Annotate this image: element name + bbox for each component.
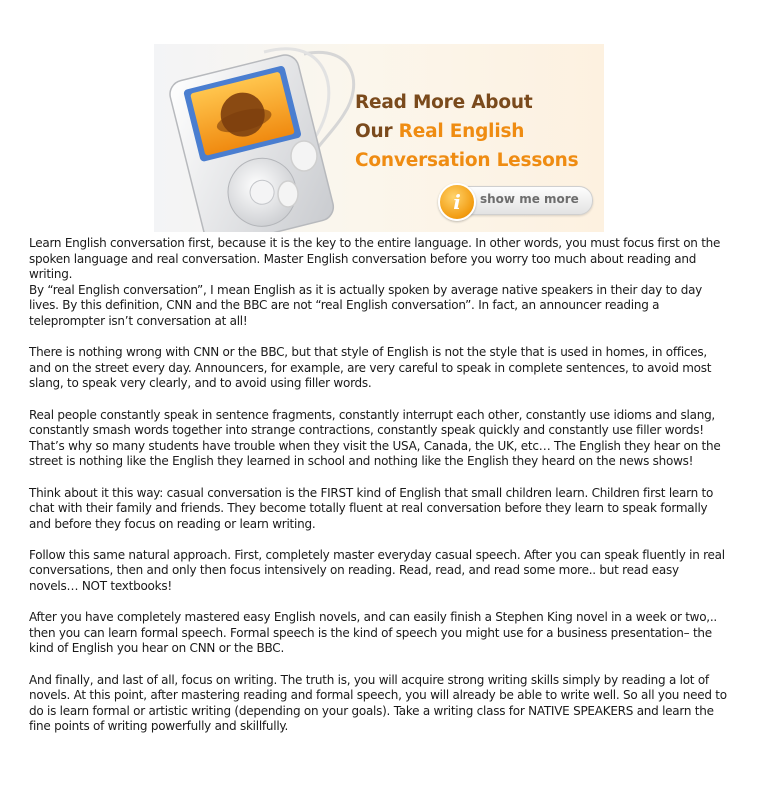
headline-line: Our <box>355 121 399 142</box>
promo-banner[interactable] <box>154 44 604 232</box>
earbud-shape <box>278 181 298 207</box>
earbud-shape <box>291 141 317 171</box>
banner-headline <box>355 88 578 175</box>
paragraph: And finally, and last of all, focus on writing. The truth is, you will acquire strong writing skills simply by reading a lot of novels. At this point, after mastering reading and formal speech, you will already be able to write well. So all you need to do is learn formal or artistic writing (depending on your goals). Take a writing class for NATIVE SPEAKERS and learn the fine points of writing powerfully and skillfully. <box>29 672 727 734</box>
paragraph: By “real English conversation”, I mean English as it is actually spoken by average native speakers in their day to day lives. By this definition, CNN and the BBC are not “real English conversation”. In fact, an announcer reading a teleprompter isn’t conversation at all! <box>29 282 703 328</box>
headline-line: Read More About <box>355 92 533 113</box>
paragraph: Real people constantly speak in sentence fragments, constantly interrupt each other, constantly use idioms and slang, constantly smash words together into strange contractions, constantly speak quickly and constantly use filler words! That’s why so many students have trouble when they visit the USA, Canada, the UK, etc… The English they hear on the street is nothing like the English they learned in school and nothing like the English they heard on the news shows! <box>29 407 721 469</box>
paragraph: Think about it this way: casual conversation is the FIRST kind of English that small children learn. Children first learn to chat with their family and friends. They become totally fluent at real conversation before they learn to speak formally and before they focus on reading or learn writing. <box>29 485 714 531</box>
paragraph: After you have completely mastered easy English novels, and can easily finish a Stephen King novel in a week or two,.. then you can learn formal speech. Formal speech is the kind of speech you might use for a business presentation– the kind of English you hear on CNN or the BBC. <box>29 610 717 656</box>
paragraph: Follow this same natural approach. First, completely master everyday casual speech. After you can speak fluently in real conversations, then and only then focus intensively on reading. Read, read, and read some more.. but read easy novels… NOT textbooks! <box>29 547 725 594</box>
article-body <box>29 236 729 751</box>
headline-highlight: Real English <box>398 121 525 142</box>
show-me-more-button[interactable] <box>443 186 593 215</box>
show-me-more-label: show me more <box>480 192 579 206</box>
info-icon: i <box>438 183 476 221</box>
paragraph: Learn English conversation first, because it is the key to the entire language. In other words, you must focus first on the spoken language and real conversation. Master English conversation before you worry too much about reading and writing. <box>29 236 721 282</box>
ipod-body <box>167 52 336 232</box>
headline-line: Conversation Lessons <box>355 150 579 171</box>
paragraph: There is nothing wrong with CNN or the BBC, but that style of English is not the style that is used in homes, in offices, and on the street every day. Announcers, for example, are very careful to speak in complete sentences, to avoid most slang, to speak very clearly, and to avoid using filler words. <box>29 345 712 391</box>
